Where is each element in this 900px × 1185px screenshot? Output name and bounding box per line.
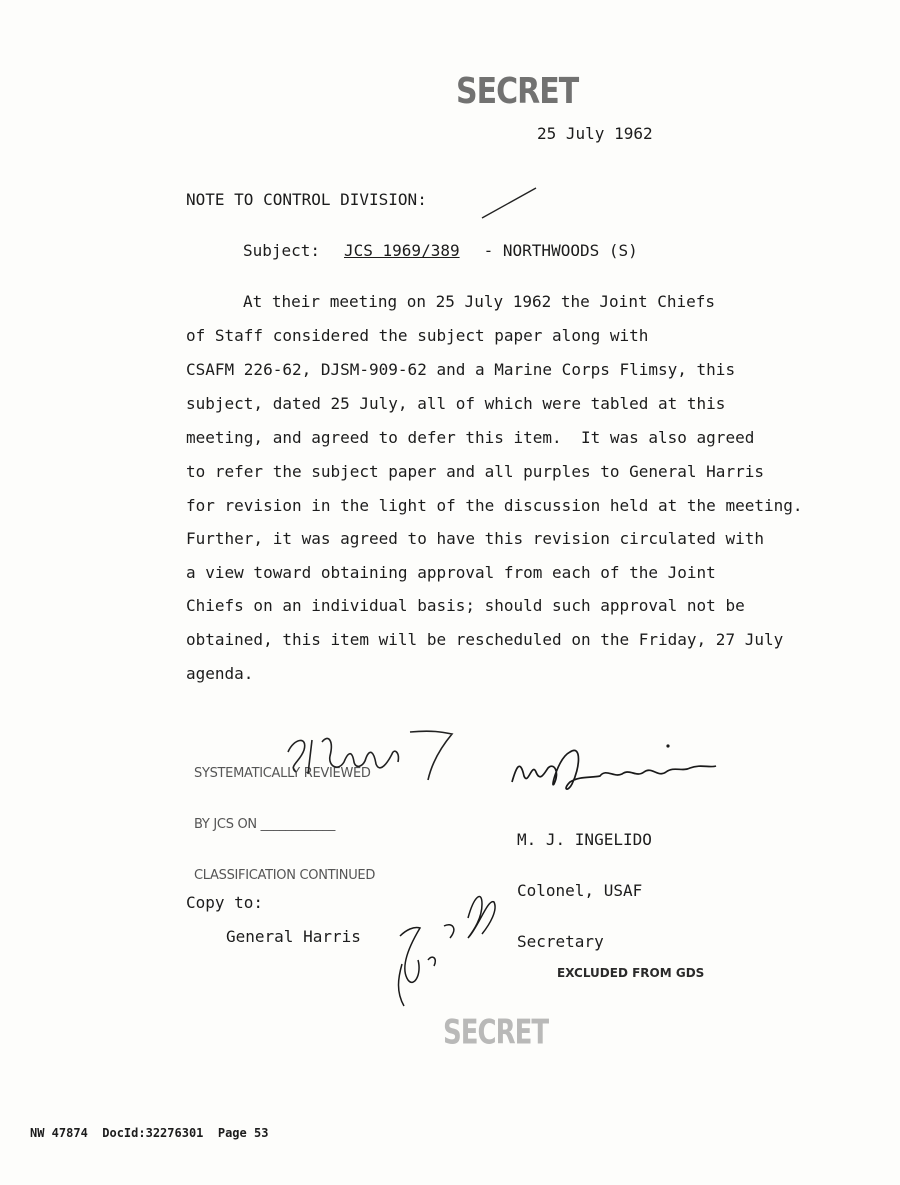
- handwritten-initials: [378, 888, 508, 1013]
- signer-name: M. J. INGELIDO: [517, 830, 652, 849]
- subject-label: Subject:: [243, 241, 321, 260]
- page-footer: NW 47874 DocId:32276301 Page 53: [30, 1126, 269, 1140]
- body-line: for revision in the light of the discussion held at the meeting.: [186, 496, 803, 515]
- body-line: agenda.: [186, 664, 254, 683]
- document-date: 25 July 1962: [537, 124, 653, 143]
- review-date-handwriting: [282, 722, 462, 782]
- body-line: obtained, this item will be rescheduled on the Friday, 27 July: [186, 630, 784, 649]
- review-stamp-line: CLASSIFICATION CONTINUED: [194, 868, 376, 883]
- body-line: subject, dated 25 July, all of which were tabled at this: [186, 394, 726, 413]
- excluded-from-gds-note: EXCLUDED FROM GDS: [557, 966, 705, 980]
- body-line: to refer the subject paper and all purples to General Harris: [186, 462, 764, 481]
- body-line: Chiefs on an individual basis; should such approval not be: [186, 596, 745, 615]
- review-stamp-line: BY JCS ON ____________: [194, 817, 336, 832]
- subject-title: - NORTHWOODS (S): [474, 241, 638, 260]
- signer-rank: Colonel, USAF: [517, 881, 643, 900]
- copy-to-label: Copy to:: [186, 893, 264, 912]
- signer-title: Secretary: [517, 932, 604, 951]
- body-line: Further, it was agreed to have this revision circulated with: [186, 529, 764, 548]
- body-line: CSAFM 226-62, DJSM-909-62 and a Marine Corps Flimsy, this: [186, 360, 736, 379]
- body-line: At their meeting on 25 July 1962 the Joint Chiefs: [243, 292, 716, 311]
- review-stamp-line: SYSTEMATICALLY REVIEWED: [194, 766, 371, 781]
- body-line: of Staff considered the subject paper along with: [186, 326, 649, 345]
- classification-stamp-top: SECRET: [456, 70, 579, 113]
- subject-reference: JCS 1969/389: [344, 241, 460, 260]
- note-heading: NOTE TO CONTROL DIVISION:: [186, 190, 427, 209]
- body-line: a view toward obtaining approval from each of the Joint: [186, 563, 716, 582]
- check-mark: [480, 186, 540, 222]
- signature-block: [517, 797, 652, 967]
- signature: [510, 738, 720, 798]
- body-line: meeting, and agreed to defer this item. It was also agreed: [186, 428, 755, 447]
- copy-to-recipient: General Harris: [226, 927, 361, 946]
- classification-stamp-bottom: SECRET: [443, 1013, 549, 1053]
